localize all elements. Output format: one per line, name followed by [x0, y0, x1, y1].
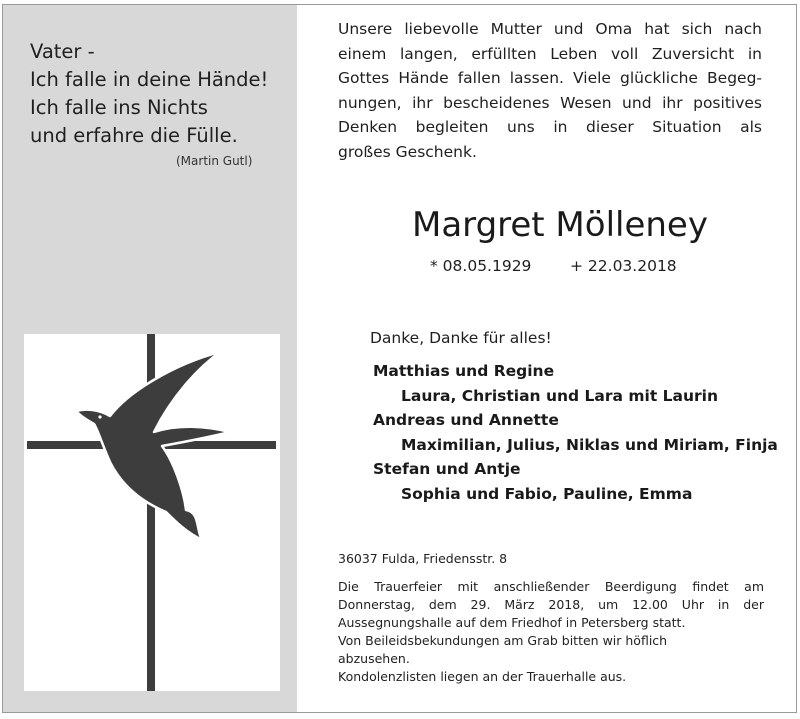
intro-text [338, 17, 762, 164]
details-line: Kondolenzlisten liegen an der Trauerhalle aus. [338, 669, 627, 684]
quote-line: Ich falle in deine Hände! [30, 68, 269, 91]
details-line: Donnerstag, dem 29. März 2018, um 12.00 Uhr in der [338, 597, 764, 612]
intro-line: einem langen, erfüllten Leben voll Zuversicht in [338, 44, 762, 63]
details-line: Die Trauerfeier mit anschließender Beerdigung findet am [338, 579, 764, 594]
intro-line: Unsere liebevolle Mutter und Oma hat sich nach [338, 20, 762, 38]
details-line: Aussegnungshalle auf dem Friedhof in Petersberg statt. [338, 615, 686, 630]
details-line: abzusehen. [338, 651, 410, 666]
family-member-line: Laura, Christian und Lara mit Laurin [401, 386, 718, 405]
family-list [373, 359, 778, 507]
quote-block [30, 38, 268, 150]
quote-line: Vater - [30, 40, 95, 63]
family-member-line: Matthias und Regine [373, 362, 555, 380]
address-line: 36037 Fulda, Friedensstr. 8 [338, 551, 508, 566]
intro-line: Gottes Hände fallen lassen. Viele glückliche Begeg- [338, 69, 762, 87]
details-line: Von Beileidsbekundungen am Grab bitten wir höflich [338, 633, 668, 648]
intro-line: nungen, ihr bescheidenes Wesen und ihr positives [338, 93, 762, 112]
quote-line: Ich falle ins Nichts [30, 96, 208, 119]
family-member-line: Maximilian, Julius, Niklas und Miriam, Finja [401, 435, 778, 454]
quote-line: und erfahre die Fülle. [30, 124, 238, 147]
cross-with-dove-icon [24, 334, 280, 691]
thanks-line: Danke, Danke für alles! [370, 329, 552, 347]
family-member-line: Andreas und Annette [373, 411, 559, 430]
emblem-panel [24, 334, 280, 691]
ceremony-details [338, 578, 764, 686]
intro-line: Denken begleiten uns in dieser Situation als [338, 118, 762, 136]
birth-date: * 08.05.1929 [430, 257, 532, 275]
dove-eye [98, 415, 101, 418]
deceased-name: Margret Mölleney [412, 205, 708, 245]
intro-line: großes Geschenk. [338, 142, 477, 161]
death-date: + 22.03.2018 [570, 257, 677, 275]
family-member-line: Stefan und Antje [373, 460, 521, 479]
family-member-line: Sophia und Fabio, Pauline, Emma [401, 484, 693, 503]
quote-author: (Martin Gutl) [176, 154, 253, 168]
